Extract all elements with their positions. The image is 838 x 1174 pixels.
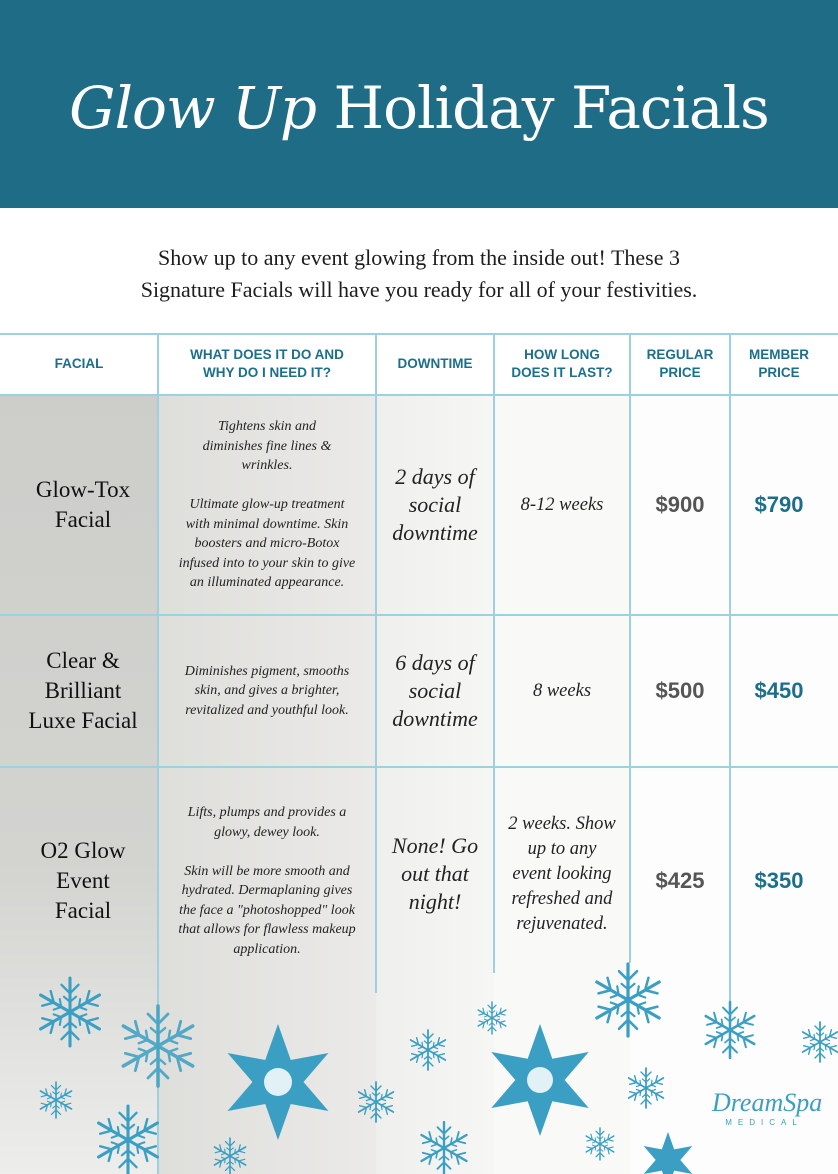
logo-sub: MEDICAL: [725, 1118, 803, 1127]
member-price-value: $790: [754, 492, 804, 517]
column-header-line: HOW LONG: [524, 347, 600, 362]
downtime-line: social: [408, 492, 462, 517]
logo-word: DreamSpa: [712, 1088, 823, 1117]
duration-line: rejuvenated.: [516, 913, 608, 934]
downtime-line: None! Go: [391, 833, 479, 858]
column-header-line: MEMBER: [749, 347, 809, 362]
snowflake-icon: [592, 964, 663, 1036]
desc-line: hydrated. Dermaplaning gives: [181, 883, 353, 898]
downtime-line: downtime: [392, 520, 478, 545]
column-header-line: REGULAR: [646, 347, 714, 362]
intro-line-1: Show up to any event glowing from the inside out! These 3: [157, 245, 681, 270]
desc-line: that allows for flawless makeup: [178, 922, 356, 937]
dreamspa-logo: [712, 1088, 823, 1128]
desc-line: the face a "photoshopped" look: [179, 902, 355, 918]
name-line: Glow-Tox: [35, 477, 131, 502]
member-price-value: $350: [754, 868, 804, 893]
downtime-line: out that: [401, 861, 469, 886]
desc-line: revitalized and youthful look.: [185, 702, 349, 718]
star-snowflake-icon: [644, 1132, 693, 1174]
snowflake-icon: [800, 1022, 838, 1062]
desc-line: infused into to your skin to give: [178, 555, 356, 571]
downtime-line: 6 days of: [395, 650, 475, 675]
desc-line: Diminishes pigment, smooths: [184, 663, 350, 679]
column-header-line: WHY DO I NEED IT?: [202, 365, 331, 380]
snowflake-icon: [38, 1082, 74, 1118]
snowflake-icon: [476, 1002, 508, 1034]
column-header-line: WHAT DOES IT DO AND: [190, 347, 344, 362]
desc-line: wrinkles.: [241, 458, 293, 474]
name-line: Luxe Facial: [28, 708, 138, 733]
desc-line: Skin will be more smooth and: [184, 863, 350, 879]
desc-line: glowy, dewey look.: [214, 824, 320, 840]
snowflake-icon: [94, 1106, 161, 1174]
duration-line: up to any: [527, 838, 597, 859]
duration-line: refreshed and: [511, 888, 613, 909]
column-header-line: FACIAL: [54, 356, 104, 371]
snowflake-icon: [356, 1082, 396, 1122]
snowflake-icon: [584, 1128, 616, 1160]
desc-line: Lifts, plumps and provides a: [187, 805, 347, 820]
desc-line: skin, and gives a brighter,: [194, 683, 340, 699]
desc-line: an illuminated appearance.: [189, 575, 345, 591]
regular-price-value: $500: [655, 678, 705, 703]
desc-line: Ultimate glow-up treatment: [189, 497, 345, 513]
title-italic: Glow Up: [69, 74, 317, 142]
regular-price-value: $900: [655, 492, 705, 517]
title-rest: Holiday Facials: [333, 74, 769, 142]
snowflake-icon: [702, 1002, 757, 1058]
star-center: [527, 1067, 553, 1093]
duration-line: 8-12 weeks: [520, 494, 604, 515]
snowflake-icon: [418, 1122, 470, 1174]
desc-line: diminishes fine lines &: [202, 438, 332, 454]
desc-line: Tightens skin and: [217, 419, 316, 435]
star-center: [264, 1068, 292, 1096]
snowflake-icon: [408, 1030, 448, 1070]
column-header-line: PRICE: [659, 365, 701, 380]
desc-line: boosters and micro-Botox: [194, 536, 340, 552]
downtime-line: 2 days of: [395, 464, 475, 489]
desc-line: application.: [233, 941, 301, 957]
name-line: Facial: [54, 507, 112, 532]
duration-line: event looking: [512, 863, 612, 884]
column-header-line: PRICE: [758, 365, 800, 380]
snowflake-icon: [118, 1006, 197, 1086]
downtime-line: night!: [408, 889, 462, 914]
intro-line-2: Signature Facials will have you ready for all of your festivities.: [140, 277, 698, 302]
snowflake-icon: [212, 1138, 248, 1174]
name-line: Brilliant: [44, 678, 122, 703]
column-header-line: DOWNTIME: [397, 356, 473, 371]
snowflake-icon: [36, 978, 103, 1046]
column-header-line: DOES IT LAST?: [511, 365, 613, 380]
desc-line: with minimal downtime. Skin: [185, 516, 349, 532]
duration-line: 2 weeks. Show: [508, 813, 616, 834]
member-price-value: $450: [754, 678, 804, 703]
snowflake-icon: [626, 1068, 666, 1108]
name-line: Facial: [54, 898, 112, 923]
downtime-line: social: [408, 678, 462, 703]
name-line: O2 Glow: [40, 838, 126, 863]
name-line: Event: [56, 868, 110, 893]
duration-line: 8 weeks: [532, 680, 592, 701]
name-line: Clear &: [46, 648, 120, 673]
regular-price-value: $425: [655, 868, 705, 893]
downtime-line: downtime: [392, 706, 478, 731]
